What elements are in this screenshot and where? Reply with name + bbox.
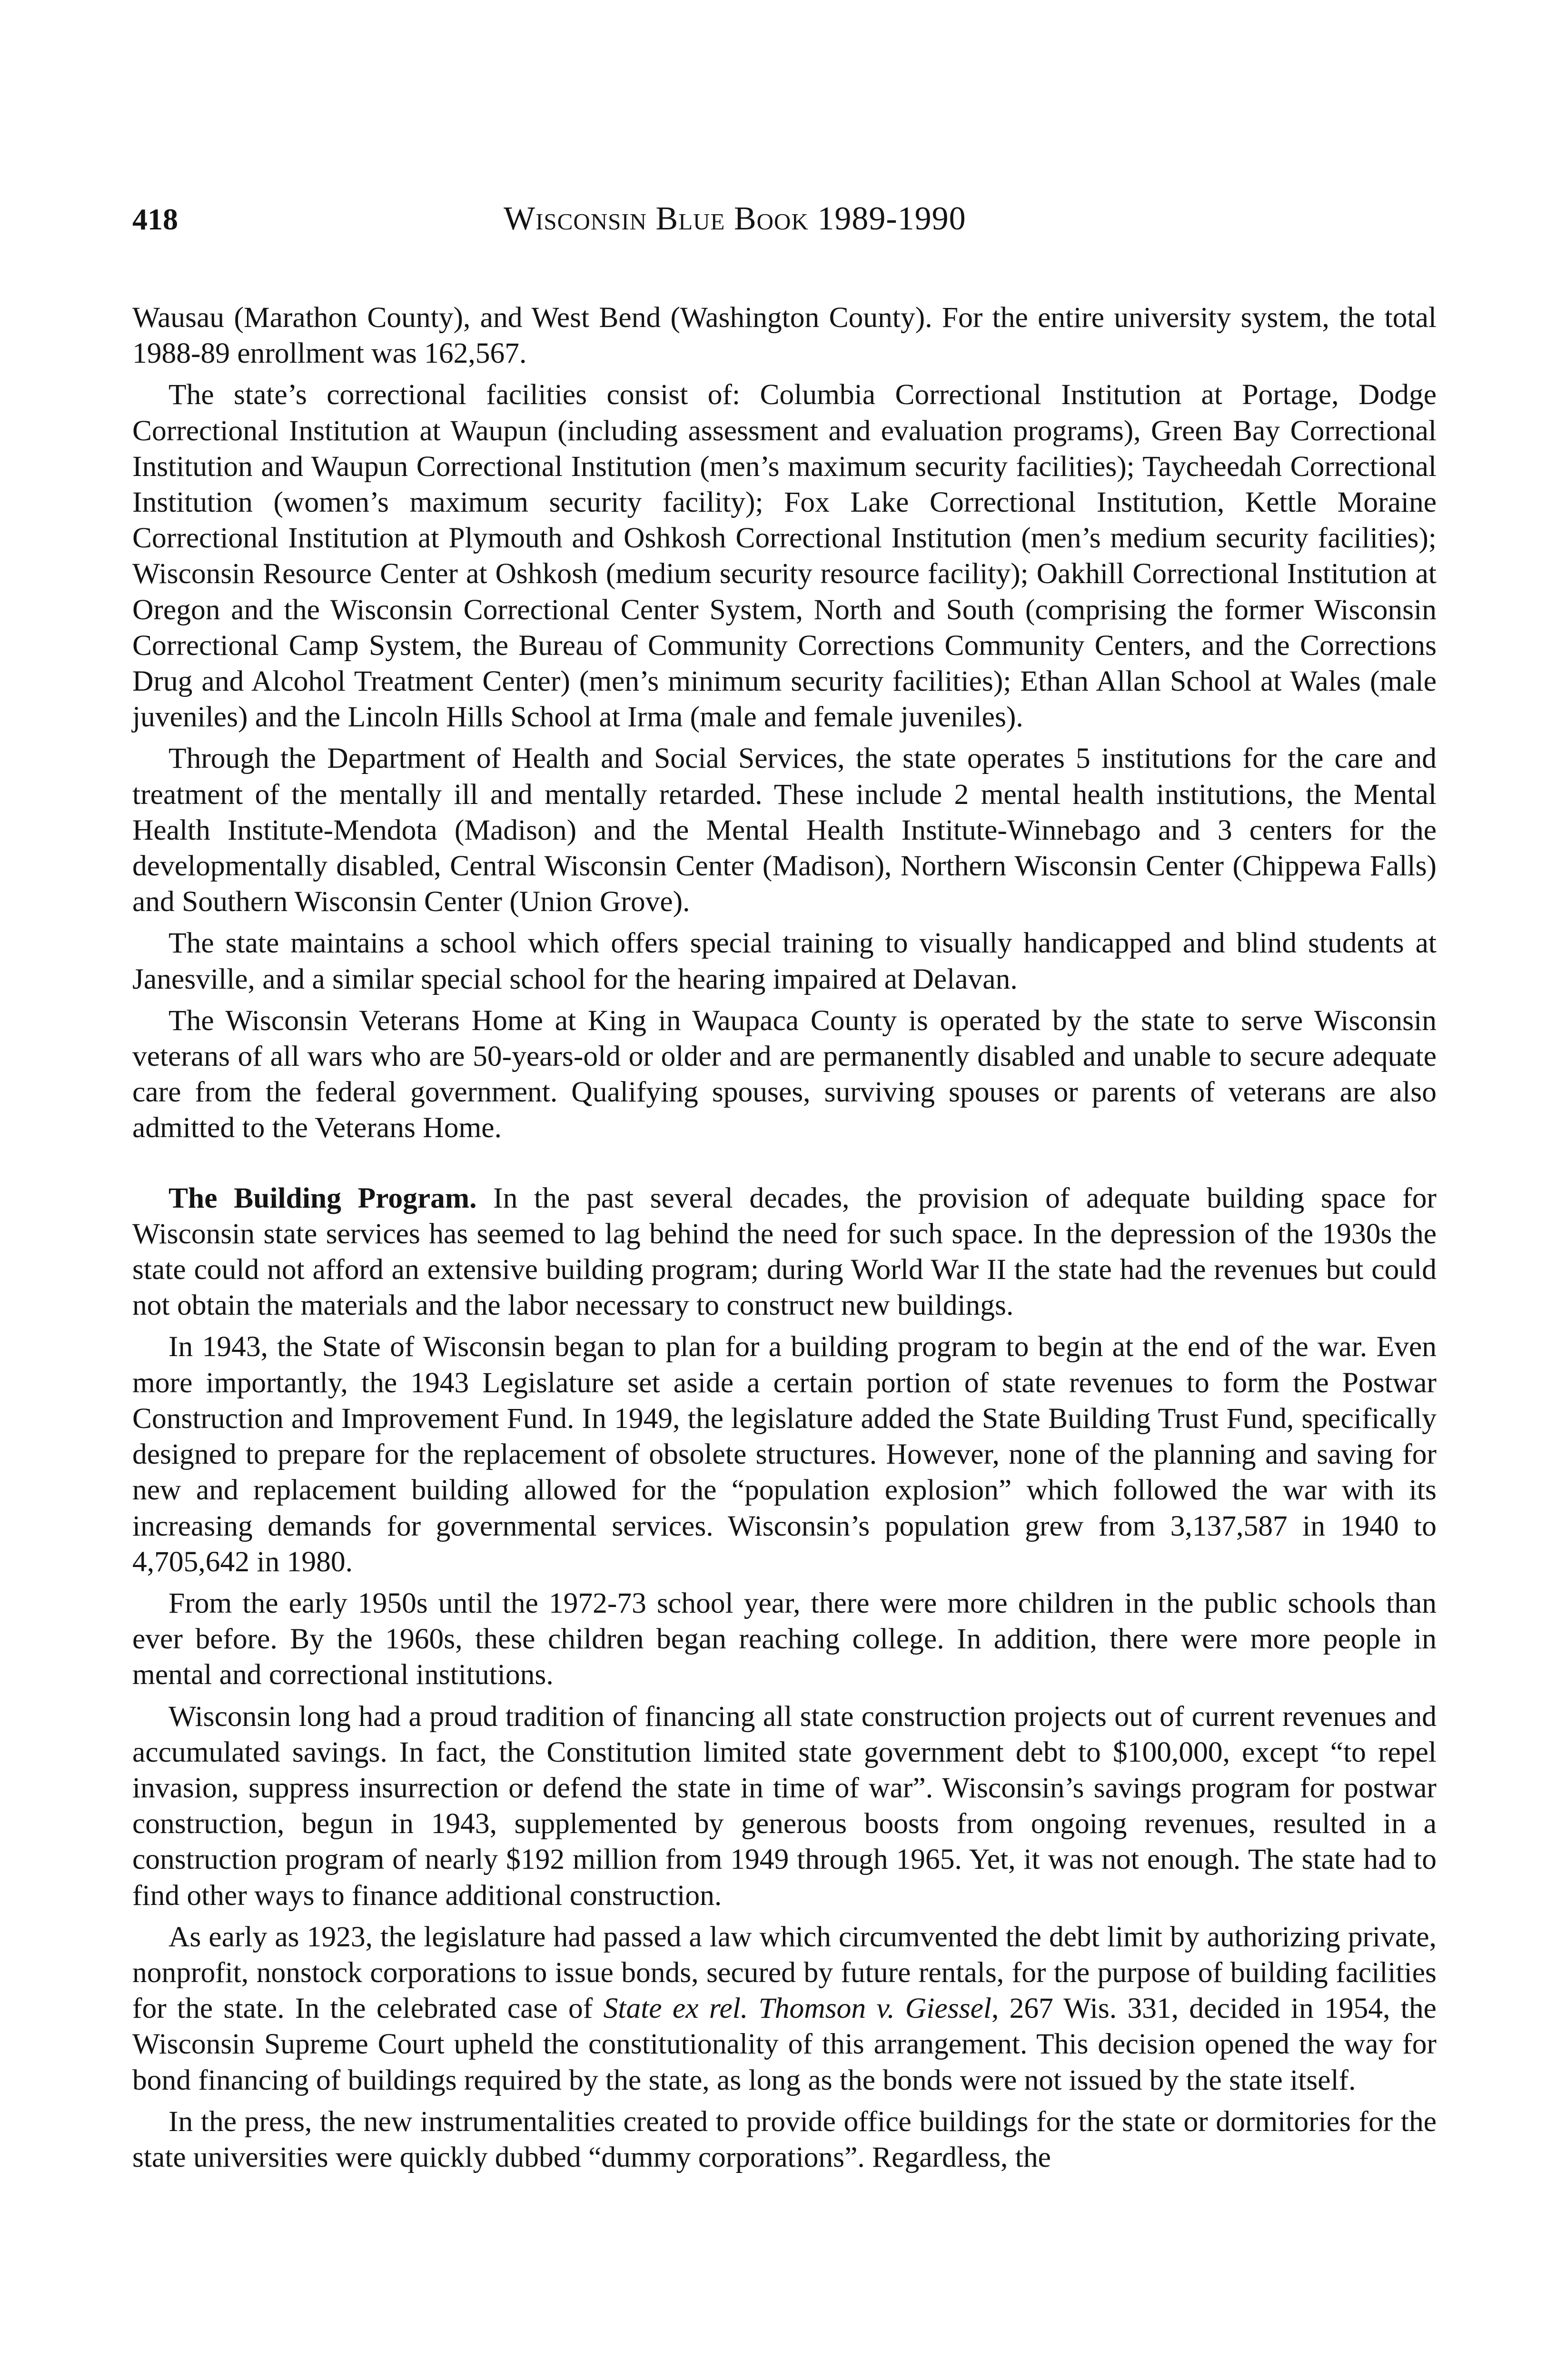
- case-citation: State ex rel. Thomson v. Giessel: [603, 1992, 991, 2025]
- building-program-intro-text: In the past several decades, the provision of adequate building space for Wisconsin state services has seemed to lag behind the need for such space. In the depression of the 1930s the state could not afford an extensive building program; during World War II the state had the revenues but could not obtain the materials and the labor necessary to construct new buildings.: [132, 1181, 1437, 1322]
- paragraph-financing-tradition: Wisconsin long had a proud tradition of financing all state construction projects out of current revenues and accumulated savings. In fact, the Constitution limited state government debt to $100,000, except “to repel invasion, suppress insurrection or defend the state in time of war”. Wisconsin’s savings program for postwar construction, begun in 1943, supplemented by generous boosts from ongoing revenues, resulted in a construction program of nearly $192 million from 1949 through 1965. Yet, it was not enough. The state had to find other ways to finance additional construction.: [132, 1700, 1437, 1912]
- paragraph-veterans-home: The Wisconsin Veterans Home at King in Waupaca County is operated by the state to serve Wisconsin veterans of all wars who are 50-years-old or older and are permanently disabled and unable to secure adequate care from the federal government. Qualifying spouses, surviving spouses or parents of veterans are also admitted to the Veterans Home.: [132, 1004, 1437, 1144]
- running-head: Wisconsin Blue Book 1989-1990: [504, 200, 966, 237]
- building-program-intro: [132, 1180, 1437, 1324]
- page-number: 418: [132, 202, 178, 236]
- document-page: [132, 200, 1437, 2175]
- paragraph-university-enrollment: Wausau (Marathon County), and West Bend (Washington County). For the entire university system, the total 1988-89 enrollment was 162,567.: [132, 301, 1437, 370]
- paragraph-dummy-corporations: In the press, the new instrumentalities created to provide office buildings for the state or dormitories for the state universities were quickly dubbed “dummy corporations”. Regardless, the: [132, 2105, 1437, 2173]
- section-heading-building-program: The Building Program.: [168, 1181, 477, 1214]
- paragraph-school-growth: From the early 1950s until the 1972-73 school year, there were more children in the public schools than ever before. By the 1960s, these children began reaching college. In addition, there were more people in mental and correctional institutions.: [132, 1587, 1437, 1691]
- paragraph-mental-health-institutions: Through the Department of Health and Social Services, the state operates 5 institutions for the care and treatment of the mentally ill and mentally retarded. These include 2 mental health institutions, the Mental Health Institute-Mendota (Madison) and the Mental Health Institute-Winnebago and 3 centers for the developmentally disabled, Central Wisconsin Center (Madison), Northern Wisconsin Center (Chippewa Falls) and Southern Wisconsin Center (Union Grove).: [132, 742, 1437, 918]
- paragraph-postwar-fund: In 1943, the State of Wisconsin began to plan for a building program to begin at the end of the war. Even more importantly, the 1943 Legislature set aside a certain portion of state revenues to form the Postwar Construction and Improvement Fund. In 1949, the legislature added the State Building Trust Fund, specifically designed to prepare for the replacement of obsolete structures. However, none of the planning and saving for new and replacement building allowed for the “population explosion” which followed the war with its increasing demands for governmental services. Wisconsin’s population grew from 3,137,587 in 1940 to 4,705,642 in 1980.: [132, 1330, 1437, 1578]
- page-header: [132, 200, 1437, 238]
- paragraph-correctional-facilities: The state’s correctional facilities consist of: Columbia Correctional Institution at Portage, Dodge Correctional Institution at Waupun (including assessment and evaluation programs), Green Bay Correctional Institution and Waupun Correctional Institution (men’s maximum security facilities); Taycheedah Correctional Institution (women’s maximum security facility); Fox Lake Correctional Institution, Kettle Moraine Correctional Institution at Plymouth and Oshkosh Correctional Institution (men’s medium security facilities); Wisconsin Resource Center at Oshkosh (medium security resource facility); Oakhill Correctional Institution at Oregon and the Wisconsin Correctional Center System, North and South (comprising the former Wisconsin Correctional Camp System, the Bureau of Community Corrections Community Centers, and the Corrections Drug and Alcohol Treatment Center) (men’s minimum security facilities); Ethan Allan School at Wales (male juveniles) and the Lincoln Hills School at Irma (male and female juveniles).: [132, 378, 1437, 734]
- paragraph-special-schools: The state maintains a school which offers special training to visually handicapped and blind students at Janesville, and a similar special school for the hearing impaired at Delavan.: [132, 927, 1437, 995]
- bond-financing-text-after: , 267 Wis. 331, decided in 1954, the Wisconsin Supreme Court upheld the constitutionality of this arrangement. This decision opened the way for bond financing of buildings required by the state, as long as the bonds were not issued by the state itself.: [132, 1992, 1437, 2096]
- bond-financing-text-before: As early as 1923, the legislature had passed a law which circumvented the debt limit by authorizing private, nonprofit, nonstock corporations to issue bonds, secured by future rentals, for the purpose of building facilities for the state. In the celebrated case of: [132, 1920, 1437, 2025]
- paragraph-bond-financing: [132, 1919, 1437, 2098]
